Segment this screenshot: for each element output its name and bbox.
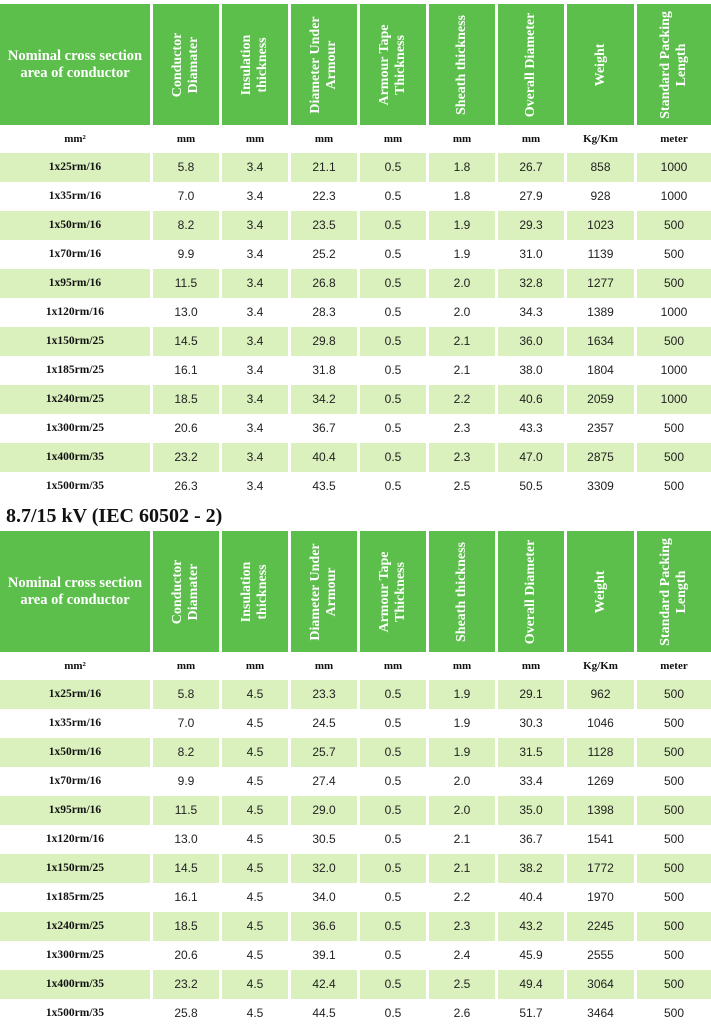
cell-packing-length: 1000: [660, 363, 688, 377]
table-row: [0, 941, 711, 970]
table-row: [0, 912, 711, 941]
cell-conductor-diameter: 8.2: [153, 738, 219, 767]
cell-weight: 2875: [567, 443, 634, 472]
cell-conductor-diameter: 11.5: [153, 269, 219, 298]
cell-size: 1x300rm/25: [45, 949, 105, 961]
cell-sheath-thickness: 2.3: [453, 421, 471, 435]
cell-diameter-under-armour: 36.6: [291, 912, 357, 941]
unit-conductor-diameter: mm: [176, 660, 196, 672]
cell-conductor-diameter: 5.8: [153, 680, 219, 709]
cell-armour-tape-thickness: 0.5: [384, 890, 402, 904]
cell-weight: 1389: [587, 305, 614, 319]
cell-armour-tape-thickness: 0.5: [360, 153, 426, 182]
cell-armour-tape-thickness: 0.5: [360, 796, 426, 825]
header-label-sheath-thickness: Sheath thickness: [454, 14, 469, 115]
header-label-conductor-diameter: Conductor Diamater: [170, 559, 201, 624]
cell-armour-tape-thickness: 0.5: [360, 385, 426, 414]
header-label-overall-diameter: Overall Diameter: [523, 539, 538, 644]
cell-sheath-thickness: 1.8: [453, 189, 471, 203]
cell-packing-length: 500: [637, 796, 711, 825]
cell-size: 1x95rm/16: [0, 269, 150, 298]
header-label-armour-tape-thickness: Armour Tape Thickness: [377, 550, 408, 633]
header-label-armour-tape-thickness: Armour Tape Thickness: [377, 23, 408, 106]
cell-packing-length: 500: [663, 479, 685, 493]
unit-conductor-diameter: mm: [176, 133, 196, 145]
table-row: [0, 443, 711, 472]
cell-packing-length: 500: [637, 327, 711, 356]
cell-conductor-diameter: 23.2: [153, 970, 219, 999]
table-row: [0, 709, 711, 738]
cell-overall-diameter: 36.7: [519, 832, 543, 846]
cell-packing-length: 500: [637, 912, 711, 941]
cell-sheath-thickness: 2.4: [453, 948, 471, 962]
cell-weight: 1269: [587, 774, 614, 788]
cell-weight: 1277: [567, 269, 634, 298]
header-armour-tape-thickness: [360, 4, 426, 125]
header-sheath-thickness: [429, 4, 495, 125]
cell-size: 1x400rm/35: [0, 443, 150, 472]
cell-size: 1x25rm/16: [0, 153, 150, 182]
cell-diameter-under-armour: 44.5: [312, 1006, 336, 1020]
cell-size: 1x35rm/16: [48, 717, 102, 729]
header-label-insulation-thickness: Insulation thickness: [239, 34, 270, 95]
cell-armour-tape-thickness: 0.5: [360, 854, 426, 883]
cell-weight: 1804: [587, 363, 614, 377]
cell-weight: 1541: [587, 832, 614, 846]
cell-conductor-diameter: 23.2: [153, 443, 219, 472]
cell-packing-length: 500: [663, 421, 685, 435]
cell-size: 1x50rm/16: [0, 211, 150, 240]
cell-overall-diameter: 47.0: [498, 443, 564, 472]
header-row: [0, 531, 711, 652]
cell-armour-tape-thickness: 0.5: [384, 832, 402, 846]
unit-sheath-thickness: mm: [452, 133, 472, 145]
cell-conductor-diameter: 18.5: [153, 912, 219, 941]
table-row: [0, 153, 711, 182]
cell-armour-tape-thickness: 0.5: [384, 305, 402, 319]
header-label-diameter-under-armour: Diameter Under Armour: [308, 15, 339, 114]
table-row: [0, 680, 711, 709]
cell-weight: 3309: [587, 479, 614, 493]
cell-diameter-under-armour: 23.5: [291, 211, 357, 240]
cell-overall-diameter: 40.6: [498, 385, 564, 414]
cell-armour-tape-thickness: 0.5: [360, 211, 426, 240]
header-label-insulation-thickness: Insulation thickness: [239, 561, 270, 622]
cell-size: 1x240rm/25: [0, 385, 150, 414]
cell-diameter-under-armour: 39.1: [312, 948, 336, 962]
cell-packing-length: 500: [637, 680, 711, 709]
cell-insulation-thickness: 3.4: [222, 327, 288, 356]
cell-weight: 1139: [587, 247, 614, 261]
cell-packing-length: 500: [663, 948, 685, 962]
cell-insulation-thickness: 4.5: [246, 1006, 264, 1020]
cell-armour-tape-thickness: 0.5: [384, 716, 402, 730]
table-row: [0, 182, 711, 211]
unit-overall-diameter: mm: [521, 660, 541, 672]
cell-insulation-thickness: 4.5: [222, 680, 288, 709]
cell-conductor-diameter: 20.6: [174, 421, 198, 435]
cell-packing-length: 500: [637, 854, 711, 883]
cell-overall-diameter: 38.0: [519, 363, 543, 377]
cell-armour-tape-thickness: 0.5: [384, 948, 402, 962]
unit-weight: Kg/Km: [583, 133, 618, 145]
cell-conductor-diameter: 25.8: [174, 1006, 198, 1020]
cell-sheath-thickness: 2.3: [429, 443, 495, 472]
cell-armour-tape-thickness: 0.5: [384, 363, 402, 377]
table-row: [0, 738, 711, 767]
cable-spec-table-1: [0, 4, 711, 501]
cell-diameter-under-armour: 34.2: [291, 385, 357, 414]
cell-diameter-under-armour: 36.7: [312, 421, 336, 435]
table-row: [0, 211, 711, 240]
cell-conductor-diameter: 13.0: [174, 305, 198, 319]
cell-overall-diameter: 33.4: [519, 774, 543, 788]
cell-size: 1x300rm/25: [45, 422, 105, 434]
cell-sheath-thickness: 2.6: [453, 1006, 471, 1020]
cell-sheath-thickness: 1.9: [453, 247, 471, 261]
cell-diameter-under-armour: 31.8: [312, 363, 336, 377]
cell-diameter-under-armour: 25.7: [291, 738, 357, 767]
header-diameter-under-armour: [291, 531, 357, 652]
cell-sheath-thickness: 2.0: [453, 774, 471, 788]
cell-sheath-thickness: 1.9: [429, 738, 495, 767]
cell-conductor-diameter: 14.5: [153, 327, 219, 356]
cell-insulation-thickness: 4.5: [246, 890, 264, 904]
cell-diameter-under-armour: 42.4: [291, 970, 357, 999]
cell-armour-tape-thickness: 0.5: [384, 774, 402, 788]
cell-conductor-diameter: 8.2: [153, 211, 219, 240]
cell-diameter-under-armour: 30.5: [312, 832, 336, 846]
cell-sheath-thickness: 2.3: [429, 912, 495, 941]
cell-packing-length: 500: [663, 716, 685, 730]
cell-weight: 962: [567, 680, 634, 709]
cell-weight: 2059: [567, 385, 634, 414]
cell-overall-diameter: 49.4: [498, 970, 564, 999]
cell-overall-diameter: 30.3: [519, 716, 543, 730]
header-overall-diameter: [498, 4, 564, 125]
cell-overall-diameter: 31.0: [519, 247, 543, 261]
cell-size: 1x35rm/16: [48, 190, 102, 202]
cell-size: 1x120rm/16: [45, 833, 105, 845]
table-row: [0, 854, 711, 883]
cell-insulation-thickness: 3.4: [222, 153, 288, 182]
header-weight: [567, 531, 634, 652]
cell-conductor-diameter: 18.5: [153, 385, 219, 414]
cell-overall-diameter: 36.0: [498, 327, 564, 356]
cell-overall-diameter: 27.9: [519, 189, 543, 203]
cell-size: 1x500rm/35: [45, 480, 105, 492]
header-label-diameter-under-armour: Diameter Under Armour: [308, 542, 339, 641]
cell-weight: 3464: [587, 1006, 614, 1020]
cell-diameter-under-armour: 28.3: [312, 305, 336, 319]
cell-diameter-under-armour: 29.0: [291, 796, 357, 825]
cell-size: 1x70rm/16: [48, 248, 102, 260]
cell-diameter-under-armour: 23.3: [291, 680, 357, 709]
cell-insulation-thickness: 3.4: [222, 385, 288, 414]
header-sheath-thickness: [429, 531, 495, 652]
cell-sheath-thickness: 2.1: [453, 832, 471, 846]
cell-insulation-thickness: 4.5: [246, 774, 264, 788]
cell-size: 1x50rm/16: [0, 738, 150, 767]
cell-insulation-thickness: 3.4: [222, 269, 288, 298]
cell-diameter-under-armour: 34.0: [312, 890, 336, 904]
unit-insulation-thickness: mm: [245, 133, 265, 145]
cell-diameter-under-armour: 26.8: [291, 269, 357, 298]
cell-packing-length: 500: [637, 269, 711, 298]
cell-armour-tape-thickness: 0.5: [384, 479, 402, 493]
cell-conductor-diameter: 7.0: [177, 716, 195, 730]
cell-diameter-under-armour: 25.2: [312, 247, 336, 261]
unit-size: mm²: [64, 660, 86, 672]
cell-overall-diameter: 45.9: [519, 948, 543, 962]
cell-conductor-diameter: 16.1: [174, 890, 198, 904]
cell-insulation-thickness: 4.5: [222, 970, 288, 999]
unit-weight: Kg/Km: [583, 660, 618, 672]
table-row: [0, 767, 711, 796]
cell-sheath-thickness: 2.0: [429, 796, 495, 825]
cell-overall-diameter: 51.7: [519, 1006, 543, 1020]
cell-weight: 1970: [587, 890, 614, 904]
cell-armour-tape-thickness: 0.5: [360, 269, 426, 298]
cell-conductor-diameter: 20.6: [174, 948, 198, 962]
cell-sheath-thickness: 2.0: [429, 269, 495, 298]
table-row: [0, 883, 711, 912]
cable-spec-table-2: [0, 531, 711, 1028]
cell-size: 1x185rm/25: [45, 364, 105, 376]
cell-overall-diameter: 32.8: [498, 269, 564, 298]
header-insulation-thickness: [222, 531, 288, 652]
cell-weight: 1634: [567, 327, 634, 356]
header-label-weight: Weight: [592, 43, 608, 86]
table-row: [0, 970, 711, 999]
cell-weight: 928: [590, 189, 611, 203]
cell-weight: 2555: [587, 948, 614, 962]
cell-diameter-under-armour: 27.4: [312, 774, 336, 788]
cell-size: 1x185rm/25: [45, 891, 105, 903]
cell-sheath-thickness: 1.9: [429, 680, 495, 709]
unit-sheath-thickness: mm: [452, 660, 472, 672]
cell-insulation-thickness: 3.4: [222, 443, 288, 472]
header-row: [0, 4, 711, 125]
cell-size: 1x70rm/16: [48, 775, 102, 787]
cell-overall-diameter: 35.0: [498, 796, 564, 825]
cell-sheath-thickness: 2.5: [429, 970, 495, 999]
cell-overall-diameter: 29.3: [498, 211, 564, 240]
header-label-conductor-diameter: Conductor Diamater: [170, 32, 201, 97]
header-label-packing-length: Standard Packing Length: [658, 537, 689, 646]
cell-packing-length: 1000: [637, 385, 711, 414]
unit-armour-tape-thickness: mm: [383, 133, 403, 145]
cell-packing-length: 500: [637, 211, 711, 240]
cell-sheath-thickness: 2.0: [453, 305, 471, 319]
table-row: [0, 385, 711, 414]
cell-diameter-under-armour: 32.0: [291, 854, 357, 883]
cell-armour-tape-thickness: 0.5: [360, 738, 426, 767]
cell-packing-length: 500: [663, 1006, 685, 1020]
section-title: 8.7/15 kV (IEC 60502 - 2): [6, 505, 223, 527]
cell-armour-tape-thickness: 0.5: [360, 970, 426, 999]
cell-sheath-thickness: 1.9: [453, 716, 471, 730]
cell-insulation-thickness: 3.4: [246, 421, 264, 435]
unit-diameter-under-armour: mm: [314, 660, 334, 672]
cell-diameter-under-armour: 29.8: [291, 327, 357, 356]
cell-armour-tape-thickness: 0.5: [384, 421, 402, 435]
cell-weight: 1046: [587, 716, 614, 730]
cell-size: 1x120rm/16: [45, 306, 105, 318]
cell-size: 1x500rm/35: [45, 1007, 105, 1019]
cell-overall-diameter: 43.3: [519, 421, 543, 435]
header-diameter-under-armour: [291, 4, 357, 125]
cell-overall-diameter: 31.5: [498, 738, 564, 767]
unit-insulation-thickness: mm: [245, 660, 265, 672]
cell-insulation-thickness: 4.5: [246, 716, 264, 730]
cell-size: 1x150rm/25: [0, 327, 150, 356]
table-row: [0, 240, 711, 269]
cell-overall-diameter: 29.1: [498, 680, 564, 709]
cell-packing-length: 500: [663, 247, 685, 261]
cell-overall-diameter: 26.7: [498, 153, 564, 182]
cell-diameter-under-armour: 21.1: [291, 153, 357, 182]
cell-insulation-thickness: 4.5: [246, 832, 264, 846]
cell-weight: 858: [567, 153, 634, 182]
units-row: [0, 652, 711, 680]
cell-armour-tape-thickness: 0.5: [360, 912, 426, 941]
cell-overall-diameter: 43.2: [498, 912, 564, 941]
header-size: Nominal cross section area of conductor: [0, 531, 150, 652]
cell-insulation-thickness: 3.4: [246, 305, 264, 319]
cell-sheath-thickness: 2.1: [453, 363, 471, 377]
header-weight: [567, 4, 634, 125]
units-row: [0, 125, 711, 153]
cell-weight: 1023: [567, 211, 634, 240]
cell-armour-tape-thickness: 0.5: [384, 1006, 402, 1020]
cell-packing-length: 1000: [660, 189, 688, 203]
cell-sheath-thickness: 2.1: [429, 854, 495, 883]
cell-weight: 1398: [567, 796, 634, 825]
cell-packing-length: 500: [663, 774, 685, 788]
cell-insulation-thickness: 3.4: [222, 211, 288, 240]
cell-sheath-thickness: 1.9: [429, 211, 495, 240]
cell-overall-diameter: 34.3: [519, 305, 543, 319]
cell-packing-length: 500: [637, 443, 711, 472]
cell-overall-diameter: 50.5: [519, 479, 543, 493]
table-row: [0, 472, 711, 501]
cell-conductor-diameter: 26.3: [174, 479, 198, 493]
cell-insulation-thickness: 4.5: [222, 912, 288, 941]
cell-conductor-diameter: 5.8: [153, 153, 219, 182]
table-row: [0, 269, 711, 298]
cell-insulation-thickness: 4.5: [222, 738, 288, 767]
cell-packing-length: 500: [637, 738, 711, 767]
cell-conductor-diameter: 7.0: [177, 189, 195, 203]
cell-diameter-under-armour: 22.3: [312, 189, 336, 203]
header-armour-tape-thickness: [360, 531, 426, 652]
header-packing-length: [637, 4, 711, 125]
unit-overall-diameter: mm: [521, 133, 541, 145]
table-row: [0, 327, 711, 356]
header-conductor-diameter: [153, 4, 219, 125]
cell-armour-tape-thickness: 0.5: [360, 327, 426, 356]
header-label-sheath-thickness: Sheath thickness: [454, 541, 469, 642]
cell-diameter-under-armour: 24.5: [312, 716, 336, 730]
cell-packing-length: 500: [663, 832, 685, 846]
header-conductor-diameter: [153, 531, 219, 652]
cell-weight: 1772: [567, 854, 634, 883]
cell-weight: 2357: [587, 421, 614, 435]
unit-packing-length: meter: [660, 133, 688, 145]
cell-conductor-diameter: 11.5: [153, 796, 219, 825]
cell-overall-diameter: 40.4: [519, 890, 543, 904]
header-label-overall-diameter: Overall Diameter: [523, 12, 538, 117]
cell-packing-length: 1000: [637, 153, 711, 182]
cell-insulation-thickness: 3.4: [246, 189, 264, 203]
cell-packing-length: 500: [663, 890, 685, 904]
cell-overall-diameter: 38.2: [498, 854, 564, 883]
unit-size: mm²: [64, 133, 86, 145]
table-row: [0, 356, 711, 385]
table-row: [0, 414, 711, 443]
table-row: [0, 796, 711, 825]
cell-armour-tape-thickness: 0.5: [360, 443, 426, 472]
cell-armour-tape-thickness: 0.5: [360, 680, 426, 709]
header-packing-length: [637, 531, 711, 652]
unit-diameter-under-armour: mm: [314, 133, 334, 145]
cell-sheath-thickness: 2.1: [429, 327, 495, 356]
cell-insulation-thickness: 3.4: [246, 363, 264, 377]
cell-insulation-thickness: 4.5: [246, 948, 264, 962]
cell-sheath-thickness: 1.8: [429, 153, 495, 182]
cell-size: 1x240rm/25: [0, 912, 150, 941]
cell-sheath-thickness: 2.2: [429, 385, 495, 414]
unit-armour-tape-thickness: mm: [383, 660, 403, 672]
cell-insulation-thickness: 3.4: [246, 247, 264, 261]
cell-sheath-thickness: 2.2: [453, 890, 471, 904]
cell-conductor-diameter: 9.9: [177, 247, 195, 261]
cell-diameter-under-armour: 40.4: [291, 443, 357, 472]
cell-diameter-under-armour: 43.5: [312, 479, 336, 493]
header-overall-diameter: [498, 531, 564, 652]
cell-size: 1x150rm/25: [0, 854, 150, 883]
cell-size: 1x400rm/35: [0, 970, 150, 999]
cell-armour-tape-thickness: 0.5: [384, 189, 402, 203]
header-size: Nominal cross section area of conductor: [0, 4, 150, 125]
cell-insulation-thickness: 4.5: [222, 796, 288, 825]
table-row: [0, 298, 711, 327]
cell-packing-length: 1000: [660, 305, 688, 319]
header-label-packing-length: Standard Packing Length: [658, 10, 689, 119]
cell-packing-length: 500: [637, 970, 711, 999]
header-label-weight: Weight: [592, 570, 608, 613]
cell-conductor-diameter: 13.0: [174, 832, 198, 846]
header-insulation-thickness: [222, 4, 288, 125]
cell-size: 1x25rm/16: [0, 680, 150, 709]
cell-insulation-thickness: 4.5: [222, 854, 288, 883]
cell-weight: 1128: [567, 738, 634, 767]
table-row: [0, 825, 711, 854]
cell-insulation-thickness: 3.4: [246, 479, 264, 493]
cell-size: 1x95rm/16: [0, 796, 150, 825]
cell-armour-tape-thickness: 0.5: [384, 247, 402, 261]
cell-weight: 3064: [567, 970, 634, 999]
cell-weight: 2245: [567, 912, 634, 941]
cell-conductor-diameter: 16.1: [174, 363, 198, 377]
cell-conductor-diameter: 14.5: [153, 854, 219, 883]
cell-sheath-thickness: 2.5: [453, 479, 471, 493]
cell-conductor-diameter: 9.9: [177, 774, 195, 788]
unit-packing-length: meter: [660, 660, 688, 672]
